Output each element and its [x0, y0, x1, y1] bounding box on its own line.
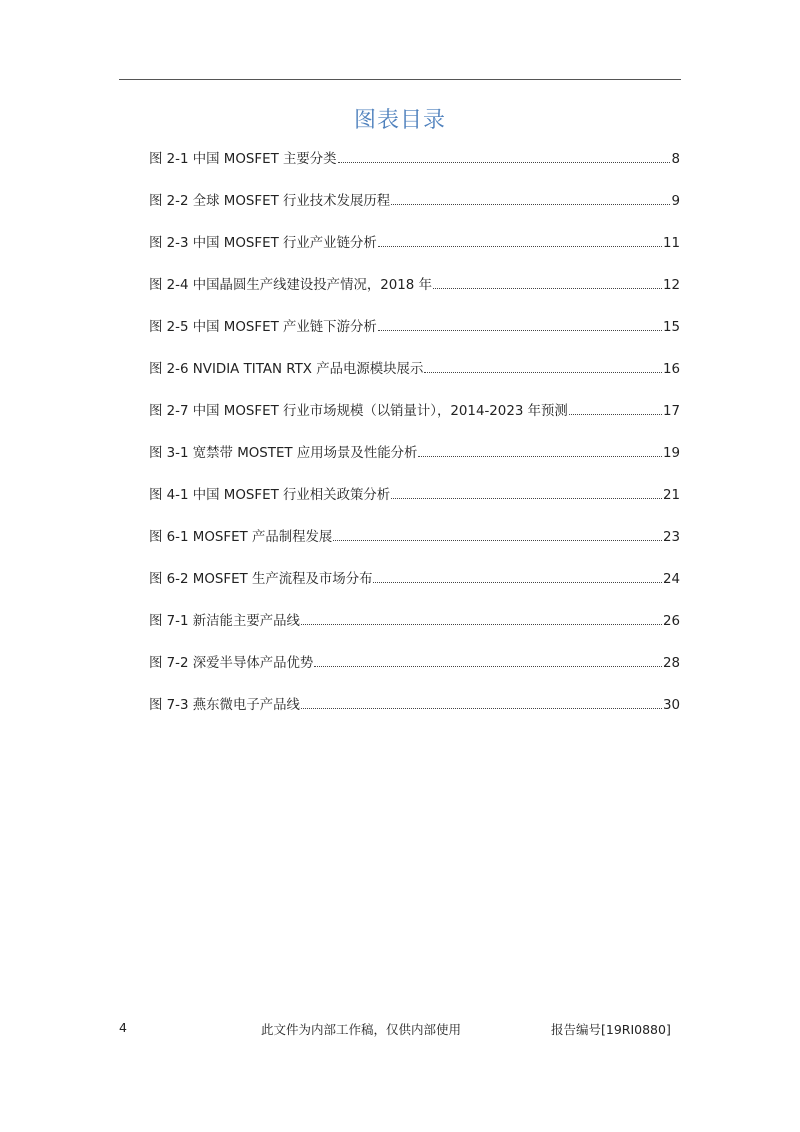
toc-entry-label: 图 2-6 NVIDIA TITAN RTX 产品电源模块展示 [149, 362, 424, 377]
dot-leader [378, 234, 662, 247]
toc-entry-label: 图 6-2 MOSFET 生产流程及市场分布 [149, 572, 373, 587]
dot-leader [333, 528, 662, 541]
toc-entry[interactable] [149, 276, 680, 318]
toc-entry-label: 图 7-2 深爱半导体产品优势 [149, 656, 314, 671]
dot-leader [301, 696, 662, 709]
toc-entry-label: 图 3-1 宽禁带 MOSTET 应用场景及性能分析 [149, 446, 418, 461]
header-rule [119, 79, 681, 80]
footer-internal-note: 此文件为内部工作稿，仅供内部使用 [261, 1022, 462, 1037]
toc-entry[interactable] [149, 444, 680, 486]
footer-report-code: 报告编号[19RI0880] [551, 1022, 671, 1037]
toc-entry[interactable] [149, 402, 680, 444]
dot-leader [373, 570, 661, 583]
toc-entry[interactable] [149, 234, 680, 276]
toc-title: 图表目录 [353, 108, 446, 133]
toc-entry-page: 16 [662, 362, 680, 377]
toc-entry-label: 图 2-4 中国晶圆生产线建设投产情况，2018 年 [149, 278, 432, 293]
toc-entry-label: 图 6-1 MOSFET 产品制程发展 [149, 530, 333, 545]
dot-leader [433, 276, 662, 289]
dot-leader [314, 654, 662, 667]
dot-leader [418, 444, 662, 457]
toc-entry-label: 图 2-5 中国 MOSFET 产业链下游分析 [149, 320, 377, 335]
toc-list [149, 150, 680, 738]
dot-leader [424, 360, 662, 373]
toc-entry[interactable] [149, 150, 680, 192]
toc-entry-page: 11 [662, 236, 680, 251]
toc-entry[interactable] [149, 528, 680, 570]
toc-entry[interactable] [149, 360, 680, 402]
toc-entry-label: 图 2-7 中国 MOSFET 行业市场规模（以销量计），2014-2023 年预测 [149, 404, 568, 419]
toc-entry-page: 9 [671, 194, 680, 209]
toc-entry[interactable] [149, 318, 680, 360]
toc-entry-page: 23 [662, 530, 680, 545]
footer-page-number: 4 [119, 1020, 127, 1035]
toc-entry-page: 24 [662, 572, 680, 587]
toc-entry-label: 图 7-1 新洁能主要产品线 [149, 614, 300, 629]
toc-entry-page: 30 [662, 698, 680, 713]
toc-entry-label: 图 7-3 燕东微电子产品线 [149, 698, 300, 713]
dot-leader [391, 192, 670, 205]
toc-entry-label: 图 2-2 全球 MOSFET 行业技术发展历程 [149, 194, 391, 209]
toc-entry-page: 12 [662, 278, 680, 293]
toc-entry-label: 图 2-3 中国 MOSFET 行业产业链分析 [149, 236, 377, 251]
toc-entry[interactable] [149, 486, 680, 528]
dot-leader [378, 318, 662, 331]
toc-entry[interactable] [149, 192, 680, 234]
toc-entry-page: 28 [662, 656, 680, 671]
dot-leader [391, 486, 662, 499]
toc-entry[interactable] [149, 612, 680, 654]
toc-entry-page: 17 [662, 404, 680, 419]
toc-entry[interactable] [149, 654, 680, 696]
toc-entry-page: 19 [662, 446, 680, 461]
toc-entry-label: 图 2-1 中国 MOSFET 主要分类 [149, 152, 337, 167]
toc-entry-label: 图 4-1 中国 MOSFET 行业相关政策分析 [149, 488, 391, 503]
toc-entry-page: 8 [671, 152, 680, 167]
dot-leader [569, 402, 662, 415]
toc-entry-page: 21 [662, 488, 680, 503]
toc-entry[interactable] [149, 570, 680, 612]
dot-leader [338, 150, 671, 163]
toc-entry-page: 15 [662, 320, 680, 335]
dot-leader [301, 612, 662, 625]
toc-entry-page: 26 [662, 614, 680, 629]
toc-entry[interactable] [149, 696, 680, 738]
